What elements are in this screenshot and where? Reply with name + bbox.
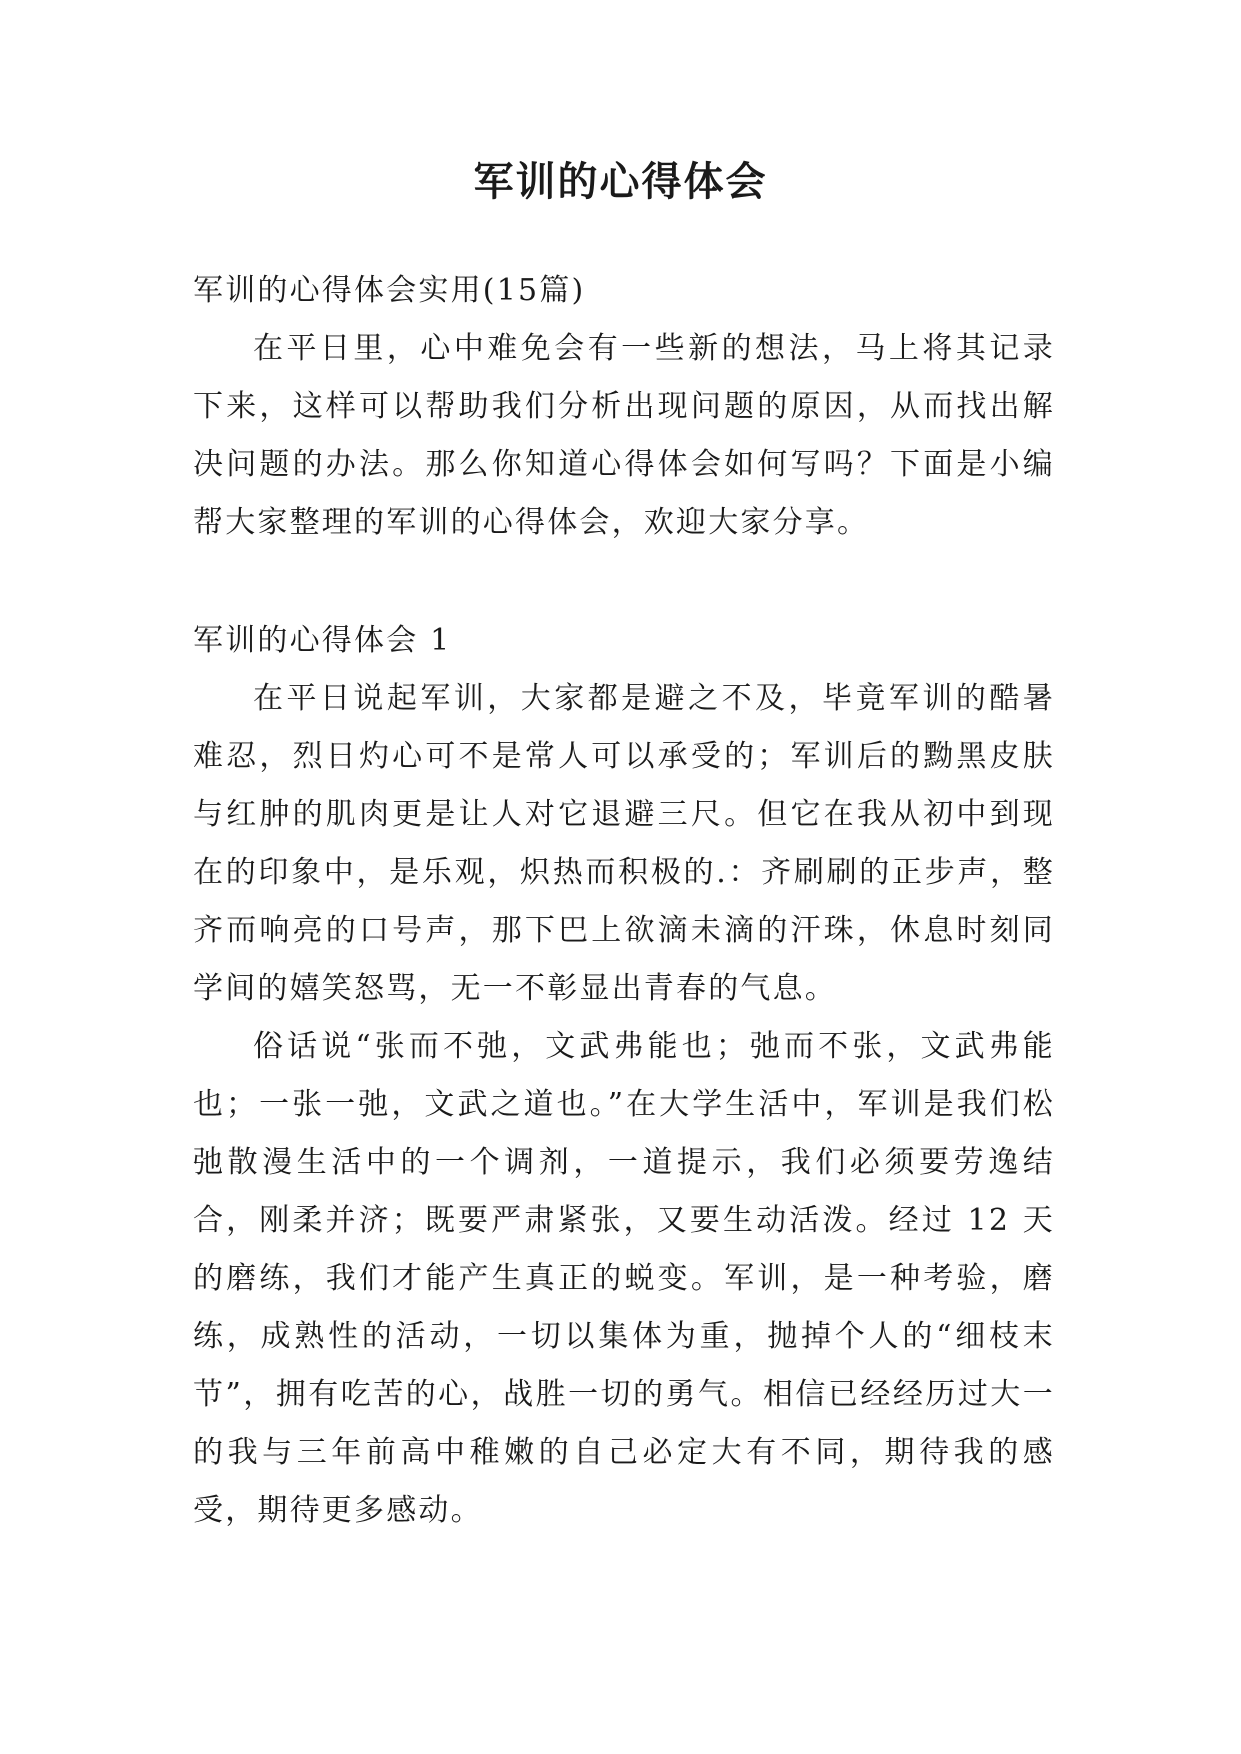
section-spacer bbox=[193, 552, 1055, 612]
body-paragraph: 俗话说“张而不弛，文武弗能也；弛而不张，文武弗能也；一张一弛，文武之道也。”在大学生活中，军训是我们松弛散漫生活中的一个调剂，一道提示，我们必须要劳逸结合，刚柔并济；既要严肃紧张，又要生动活泼。经过 12 天的磨练，我们才能产生真正的蜕变。军训，是一种考验，磨练，成熟性的活动，一切以集体为重，抛掉个人的“细枝末节”，拥有吃苦的心，战胜一切的勇气。相信已经经历过大一的我与三年前高中稚嫩的自己必定大有不同，期待我的感受，期待更多感动。 bbox=[193, 1029, 1055, 1528]
document-subtitle: 军训的心得体会实用(15篇) bbox=[193, 273, 586, 308]
body-paragraph: 在平日说起军训，大家都是避之不及，毕竟军训的酷暑难忍，烈日灼心可不是常人可以承受的；军训后的黝黑皮肤与红肿的肌肉更是让人对它退避三尺。但它在我从初中到现在的印象中，是乐观，炽热而积极的.：齐刷刷的正步声，整齐而响亮的口号声，那下巴上欲滴未滴的汗珠，休息时刻同学间的嬉笑怒骂，无一不彰显出青春的气息。 bbox=[193, 681, 1055, 1006]
document-title: 军训的心得体会 bbox=[473, 159, 768, 205]
section-heading: 军训的心得体会 1 bbox=[193, 623, 452, 658]
document-body bbox=[193, 262, 1055, 1540]
intro-paragraph: 在平日里，心中难免会有一些新的想法，马上将其记录下来，这样可以帮助我们分析出现问题的原因，从而找出解决问题的办法。那么你知道心得体会如何写吗？下面是小编帮大家整理的军训的心得体会，欢迎大家分享。 bbox=[193, 331, 1055, 540]
